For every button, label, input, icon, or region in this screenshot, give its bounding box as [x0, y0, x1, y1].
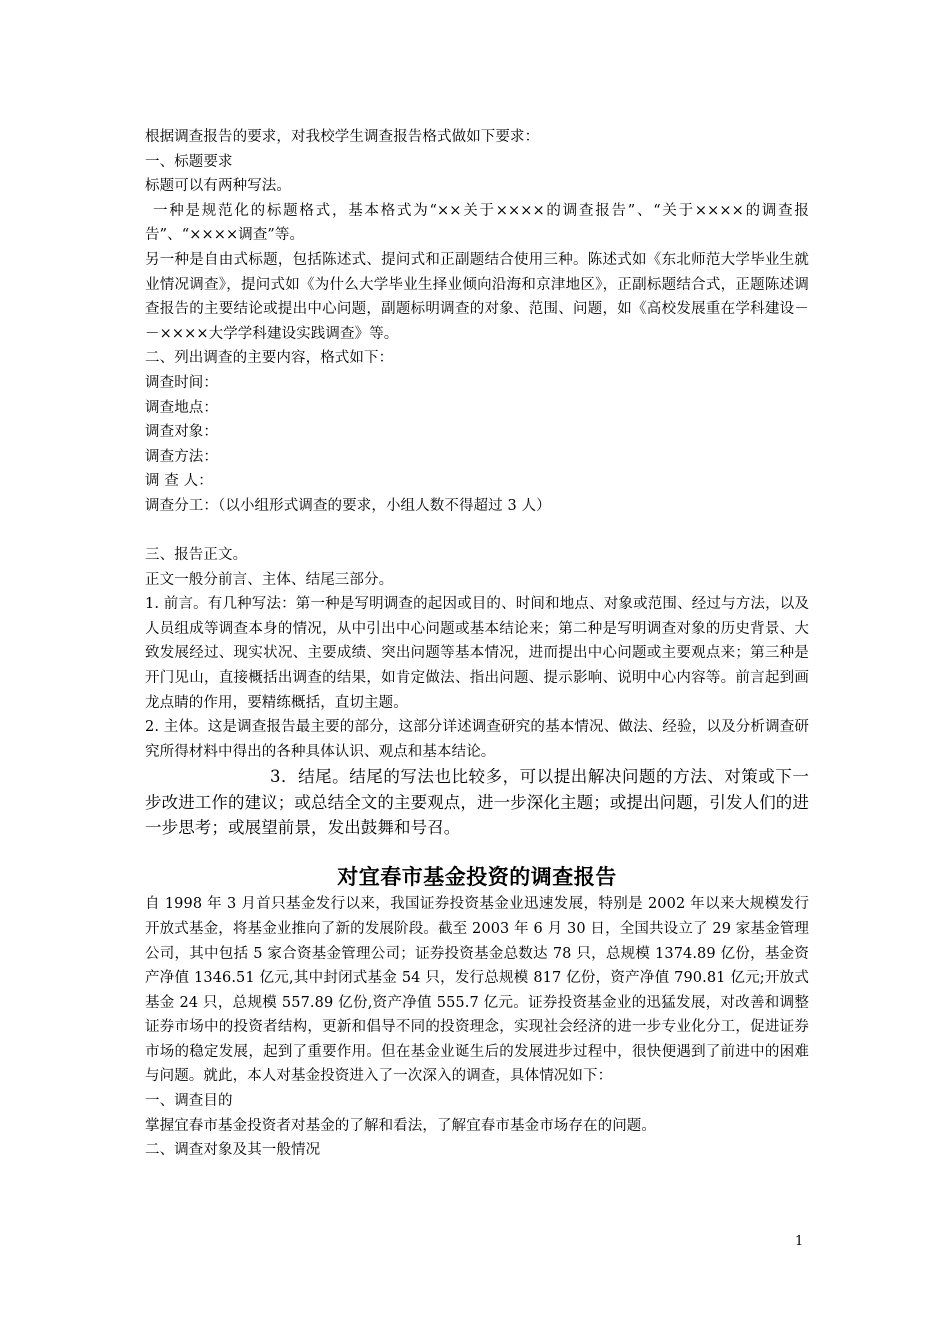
section-3-paragraph-1: 正文一般分前言、主体、结尾三部分。 [145, 571, 394, 588]
section-3-paragraph-ending: 3．结尾。结尾的写法也比较多，可以提出解决问题的方法、对策或下一步改进工作的建议；或总结全文的主要观点，进一步深化主题；或提出问题，引发人们的进一步思考；或展望前景，发出鼓舞和号召。 [145, 767, 809, 838]
report-heading-1: 一、调查目的 [145, 1093, 233, 1110]
section-3-heading: 三、报告正文。 [145, 547, 248, 564]
section-1-heading: 一、标题要求 [145, 153, 233, 170]
list-item-location: 调查地点： [145, 399, 218, 416]
list-item-time: 调查时间： [145, 374, 218, 391]
report-paragraph-1: 自 1998 年 3 月首只基金发行以来，我国证券投资基金业迅速发展，特别是 2002 年以来大规模发行开放式基金，将基金业推向了新的发展阶段。截至 2003 年 6 月 30 日，全国共设立了 29 家基金管理公司，其中包括 5 家合资基金管理公司；证券投资基金总数达 78 只，总规模 1374.89 亿份，基金资产净值 1346.51 亿元,其中封闭式基金 54 只，发行总规模 817 亿份，资产净值 790.81 亿元;开放式基金 24 只，总规模 557.89 亿份,资产净值 555.7 亿元。证券投资基金业的迅猛发展，对改善和调整证券市场中的投资者结构，更新和倡导不同的投资理念，实现社会经济的进一步专业化分工，促进证券市场的稳定发展，起到了重要作用。但在基金业诞生后的发展进步过程中，很快便遇到了前进中的困难与问题。就此，本人对基金投资进入了一次深入的调查，具体情况如下： [145, 896, 809, 1085]
list-item-method: 调查方法： [145, 448, 218, 465]
report-heading-2: 二、调查对象及其一般情况 [145, 1142, 321, 1159]
list-item-investigator: 调 查 人： [145, 473, 213, 490]
section-1-paragraph-3: 另一种是自由式标题，包括陈述式、提问式和正副题结合使用三种。陈述式如《东北师范大学毕业生就业情况调查》，提问式如《为什么大学毕业生择业倾向沿海和京津地区》，正副标题结合式，正题陈述调查报告的主要结论或提出中心问题，副题标明调查的对象、范围、问题，如《高校发展重在学科建设－－××××大学学科建设实践调查》等。 [145, 251, 809, 342]
section-3-paragraph-preface: 1. 前言。有几种写法：第一种是写明调查的起因或目的、时间和地点、对象或范围、经过与方法，以及人员组成等调查本身的情况，从中引出中心问题或基本结论来；第二种是写明调查对象的历史背景、大致发展经过、现实状况、主要成绩、突出问题等基本情况，进而提出中心问题或主要观点来；第三种是开门见山，直接概括出调查的结果，如肯定做法、指出问题、提示影响、说明中心内容等。前言起到画龙点睛的作用，要精练概括，直切主题。 [145, 596, 809, 711]
list-item-division: 调查分工：（以小组形式调查的要求，小组人数不得超过 3 人） [145, 497, 551, 514]
document-body [145, 125, 809, 1163]
page-number: 1 [795, 1234, 804, 1249]
section-2-heading: 二、列出调查的主要内容，格式如下： [145, 350, 394, 367]
guide-intro: 根据调查报告的要求，对我校学生调查报告格式做如下要求： [145, 129, 540, 145]
section-3-paragraph-body: 2. 主体。这是调查报告最主要的部分，这部分详述调查研究的基本情况、做法、经验，以及分析调查研究所得材料中得出的各种具体认识、观点和基本结论。 [145, 719, 809, 760]
section-1-paragraph-1: 标题可以有两种写法。 [145, 178, 291, 195]
report-title: 对宜春市基金投资的调查报告 [337, 865, 617, 890]
blank-line [145, 519, 809, 544]
report-paragraph-2: 掌握宜春市基金投资者对基金的了解和看法，了解宜春市基金市场存在的问题。 [145, 1117, 656, 1134]
section-1-paragraph-2: 一种是规范化的标题格式，基本格式为“××关于××××的调查报告”、“关于××××的调查报告”、“××××调查”等。 [145, 202, 809, 244]
list-item-subject: 调查对象： [145, 424, 218, 441]
